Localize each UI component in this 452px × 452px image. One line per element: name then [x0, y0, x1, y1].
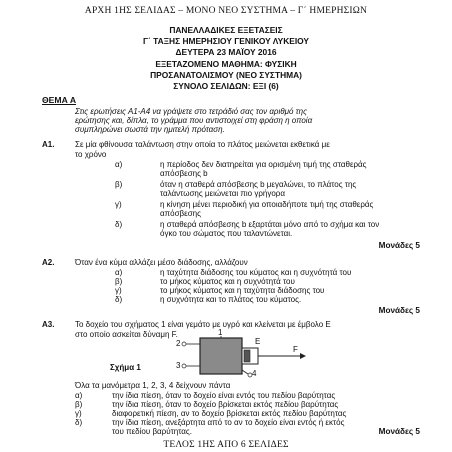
option-letter: δ): [115, 220, 123, 229]
option-letter: β): [115, 277, 123, 286]
option-text: η κίνηση μένει περιοδική για οποιαδήποτε τιμή της σταθεράς: [160, 200, 374, 209]
exam-page-count: ΣΥΝΟΛΟ ΣΕΛΙΔΩΝ: ΕΞΙ (6): [173, 81, 279, 91]
option-text: η σταθερά απόσβεσης b εξαρτάται μόνο από το σχήμα και τον: [160, 220, 380, 229]
section-title: ΘΕΜΑ Α: [42, 95, 77, 105]
marks-label: Μονάδες 5: [378, 241, 420, 250]
exam-title-line-1: ΠΑΝΕΛΛΑΔΙΚΕΣ ΕΞΕΤΑΣΕΙΣ: [169, 25, 283, 35]
question-number: Α3.: [42, 320, 55, 329]
question-stem: το χρόνο: [75, 150, 107, 159]
option-text: όταν η σταθερά απόσβεσης b μεγαλώνει, το πλάτος της: [160, 180, 357, 189]
option-letter: γ): [115, 200, 122, 209]
question-stem: Όταν ένα κύμα αλλάζει μέσο διάδοσης, αλλάζουν: [75, 258, 248, 267]
option-letter: δ): [115, 295, 123, 304]
option-text: διαφορετική πίεση, αν το δοχείο βρίσκεται εκτός πεδίου βαρύτητας: [112, 409, 347, 418]
exam-date: ΔΕΥΤΕΡΑ 23 ΜΑΪΟΥ 2016: [175, 47, 277, 57]
exam-subject: ΕΞΕΤΑΖΟΜΕΝΟ ΜΑΘΗΜΑ: ΦΥΣΙΚΗ: [155, 59, 297, 69]
figure-caption: Σχήμα 1: [110, 363, 141, 372]
intro-line-3: συμπληρώνει σωστά την ημιτελή πρόταση.: [75, 125, 225, 134]
exam-orientation: ΠΡΟΣΑΝΑΤΟΛΙΣΜΟΥ (ΝΕΟ ΣΥΣΤΗΜΑ): [150, 70, 302, 80]
piston-label: E: [255, 337, 261, 346]
marks-label: Μονάδες 5: [378, 306, 420, 315]
option-text: του πεδίου βαρύτητας.: [112, 427, 192, 436]
question-number: Α2.: [42, 258, 55, 267]
option-letter: γ): [75, 409, 82, 418]
question-continuation: Όλα τα μανόμετρα 1, 2, 3, 4 δείχνουν πάντα: [75, 381, 231, 390]
question-stem: Σε μία φθίνουσα ταλάντωση στην οποία το πλάτος μειώνεται εκθετικά με: [75, 140, 330, 149]
force-label: F: [293, 345, 298, 354]
page-header-top: ΑΡΧΗ 1ΗΣ ΣΕΛΙΔΑΣ – ΜΟΝΟ ΝΕΟ ΣΥΣΤΗΜΑ – Γ΄ ΗΜΕΡΗΣΙΩΝ: [84, 6, 368, 16]
question-number: Α1.: [42, 140, 55, 149]
intro-line-2: ερώτησης και, δίπλα, το γράμμα που αντιστοιχεί στη φράση η οποία: [75, 116, 313, 125]
option-text: απόσβεσης: [160, 209, 201, 218]
exam-title-line-2: Γ΄ ΤΑΞΗΣ ΗΜΕΡΗΣΙΟΥ ΓΕΝΙΚΟΥ ΛΥΚΕΙΟΥ: [142, 36, 310, 46]
option-text: το μήκος κύματος και η συχνότητά του: [160, 277, 295, 286]
option-letter: β): [75, 400, 83, 409]
gauge-label-3: 3: [176, 361, 181, 370]
container-piston-figure: [170, 336, 310, 378]
option-text: η ταχύτητα διάδοσης του κύματος και η συχνότητά του: [160, 268, 352, 277]
option-text: απόσβεσης b: [160, 169, 208, 178]
gauge-label-2: 2: [176, 339, 181, 348]
option-text: η περίοδος δεν διατηρείται για ορισμένη τιμή της σταθεράς: [160, 160, 367, 169]
gauge-label-1: 1: [218, 328, 223, 337]
option-letter: δ): [75, 418, 83, 427]
option-text: την ίδια πίεση, όταν το δοχείο βρίσκεται εκτός πεδίου βαρύτητας: [112, 400, 339, 409]
question-stem: Το δοχείο του σχήματος 1 είναι γεμάτο με υγρό και κλείνεται με έμβολο Ε: [75, 320, 331, 329]
option-letter: α): [115, 268, 123, 277]
option-text: ταλάντωσης μειώνεται πιο γρήγορα: [160, 189, 285, 198]
option-letter: β): [115, 180, 123, 189]
option-text: την ίδια πίεση, ανεξάρτητα από το αν το δοχείο είναι εντός ή εκτός: [112, 418, 345, 427]
marks-label: Μονάδες 5: [378, 427, 420, 436]
option-text: όγκο του σώματος που ταλαντώνεται.: [160, 229, 293, 238]
option-letter: α): [75, 391, 83, 400]
option-letter: γ): [115, 286, 122, 295]
question-stem: στο οποίο ασκείται δύναμη F.: [75, 330, 178, 339]
option-text: την ίδια πίεση, όταν το δοχείο είναι εντός του πεδίου βαρύτητας: [112, 391, 336, 400]
intro-line-1: Στις ερωτήσεις Α1-Α4 να γράψετε στο τετράδιό σας τον αριθμό της: [75, 107, 307, 116]
option-text: η συχνότητα και το πλάτος του κύματος.: [160, 295, 302, 304]
option-letter: α): [115, 160, 123, 169]
option-text: το μήκος κύματος και η ταχύτητα διάδοσης του: [160, 286, 325, 295]
page-footer: ΤΕΛΟΣ 1ΗΣ ΑΠΟ 6 ΣΕΛΙΔΕΣ: [163, 440, 289, 450]
gauge-label-4: 4: [252, 369, 257, 378]
